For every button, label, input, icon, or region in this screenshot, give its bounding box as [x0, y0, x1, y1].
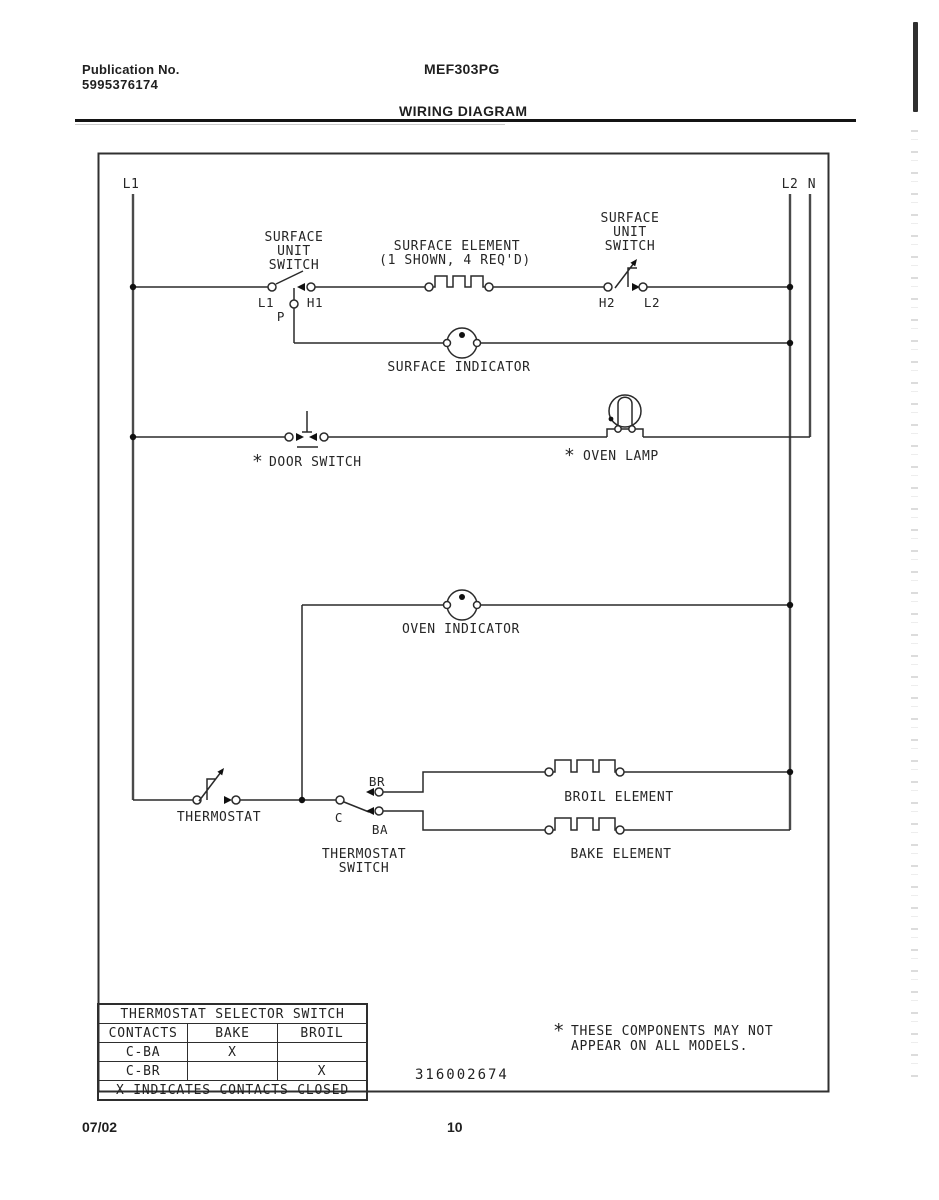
table-cell-bake: X [188, 1043, 278, 1062]
note-line-2: APPEAR ON ALL MODELS. [571, 1039, 749, 1054]
surface-indicator-label: SURFACE INDICATOR [387, 360, 531, 375]
publication-label: Publication No. [82, 62, 180, 77]
surface-indicator-symbol [444, 328, 481, 358]
thermostat-switch-label-2: SWITCH [338, 861, 390, 876]
table-cell-bake [188, 1062, 278, 1081]
left-switch-label-3: SWITCH [268, 258, 320, 273]
table-header-bake: BAKE [188, 1024, 278, 1043]
supply-bus-lines [123, 177, 817, 830]
publication-number: 5995376174 [82, 77, 159, 92]
header-rule [75, 119, 856, 122]
surface-indicator-row [294, 328, 793, 375]
bake-element-label: BAKE ELEMENT [570, 847, 672, 862]
terminal-label-h2: H2 [598, 295, 616, 310]
door-switch-oven-lamp-row [130, 395, 810, 472]
bus-label-l1: L1 [122, 177, 140, 192]
thermostat-switch-symbol [322, 774, 406, 876]
surface-element-label-2: (1 SHOWN, 4 REQ'D) [379, 253, 531, 268]
surface-circuit-row [130, 211, 793, 343]
note-line-1: THESE COMPONENTS MAY NOT [571, 1024, 774, 1039]
table-cell-contacts: C-BA [98, 1043, 188, 1062]
thermostat-switch-label-1: THERMOSTAT [321, 847, 407, 862]
model-number: MEF303PG [424, 61, 500, 77]
thermostat-symbol [193, 768, 240, 804]
bus-label-n: N [807, 177, 817, 192]
right-switch-label-2: UNIT [613, 225, 647, 240]
oven-indicator-label: OVEN INDICATOR [402, 622, 520, 637]
footer-page-number: 10 [447, 1119, 463, 1135]
thermostat-circuit-row [133, 760, 793, 876]
terminal-label-br: BR [368, 774, 386, 789]
bake-element-branch [383, 811, 790, 862]
table-title: THERMOSTAT SELECTOR SWITCH [98, 1004, 367, 1024]
header-rule-shadow [75, 124, 505, 125]
scan-artifact-noise [911, 130, 918, 1080]
footer-date: 07/02 [82, 1119, 118, 1135]
surface-element-label-1: SURFACE ELEMENT [393, 239, 521, 254]
terminal-label-c: C [334, 810, 344, 825]
terminal-label-l1: L1 [257, 295, 275, 310]
table-row [98, 1043, 367, 1062]
broil-element-label: BROIL ELEMENT [564, 790, 674, 805]
left-switch-label-1: SURFACE [264, 230, 324, 245]
terminal-label-ba: BA [371, 822, 389, 837]
table-row [98, 1062, 367, 1081]
surface-unit-switch-left-symbol [258, 230, 324, 343]
bus-label-l2: L2 [781, 177, 799, 192]
right-switch-label-3: SWITCH [604, 239, 656, 254]
thermostat-selector-table [97, 1003, 368, 1101]
thermostat-label: THERMOSTAT [176, 810, 262, 825]
door-switch-label: DOOR SWITCH [269, 455, 362, 470]
surface-element-symbol [379, 239, 531, 291]
scan-artifact-bar [913, 22, 918, 112]
table-header-broil: BROIL [277, 1024, 367, 1043]
table-cell-contacts: C-BR [98, 1062, 188, 1081]
oven-lamp-asterisk: * [564, 445, 575, 466]
surface-unit-switch-right-symbol [599, 211, 660, 310]
wiring-diagram-canvas [97, 152, 830, 1093]
table-footnote: X INDICATES CONTACTS CLOSED [98, 1081, 367, 1101]
oven-lamp-symbol [609, 395, 641, 432]
part-number: 316002674 [415, 1067, 509, 1083]
page-title: WIRING DIAGRAM [399, 103, 528, 119]
right-switch-label-1: SURFACE [600, 211, 660, 226]
terminal-label-p: P [276, 309, 286, 324]
table-header-contacts: CONTACTS [98, 1024, 188, 1043]
terminal-label-l2: L2 [643, 295, 661, 310]
door-switch-asterisk: * [252, 451, 263, 472]
models-note [553, 1020, 774, 1054]
left-switch-label-2: UNIT [277, 244, 311, 259]
note-asterisk: * [553, 1020, 566, 1042]
oven-indicator-symbol [444, 590, 481, 620]
table-cell-broil [277, 1043, 367, 1062]
door-switch-symbol [285, 411, 328, 447]
oven-lamp-label: OVEN LAMP [583, 449, 659, 464]
table-cell-broil: X [277, 1062, 367, 1081]
broil-element-branch [383, 760, 793, 805]
terminal-label-h1: H1 [306, 295, 324, 310]
